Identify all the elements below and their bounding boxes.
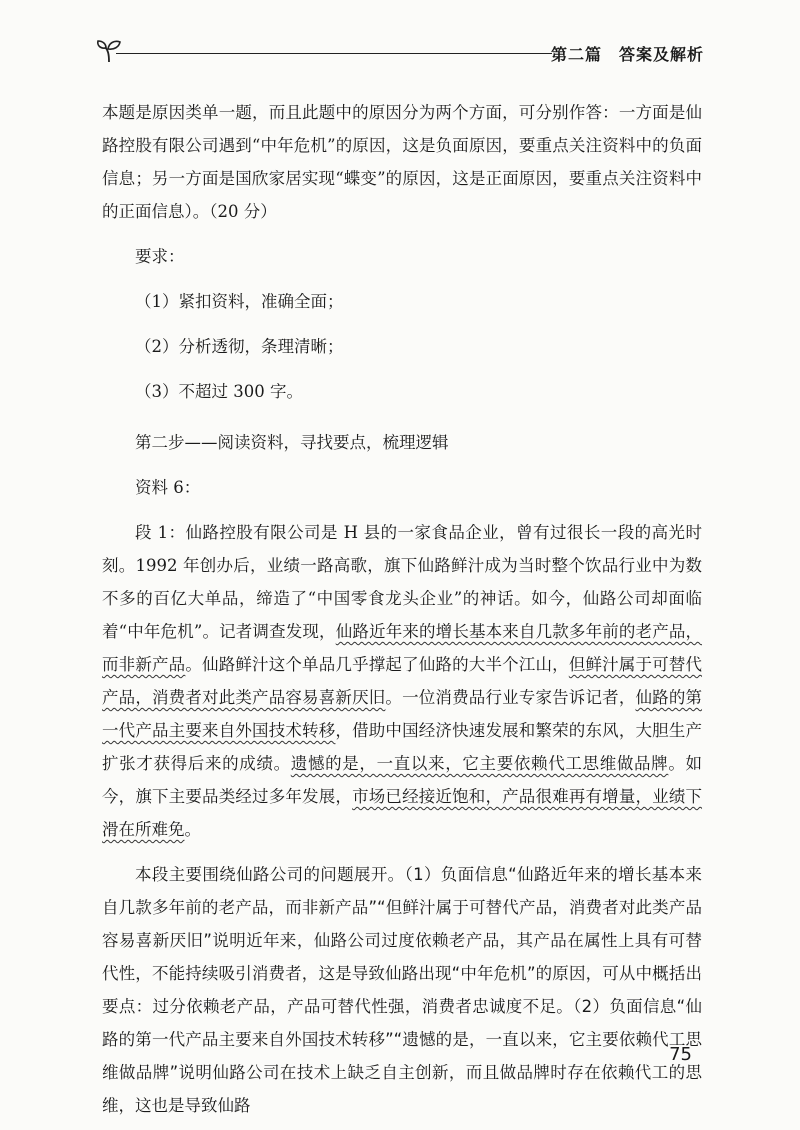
text-run: 段 1：仙路控股有限公司是 H 县的一家食品企业，曾有过很长一段的高光时刻。1992 年创办后，业绩一路高歌，旗下仙路鲜汁成为当时整个饮品行业中为数不多的百亿大单品，缔造了“中国零食龙头企业”的神话。如今，仙路公司却面临着“中年危机”。记者调查发现， bbox=[102, 523, 702, 641]
underlined-key-phrase: 市场已经接近饱和，产品很难再有增量，业绩下滑在所难免 bbox=[102, 787, 703, 839]
requirements-label: 要求： bbox=[135, 247, 185, 266]
text-run: ，借助中国经济快速发展和繁荣的东风，大胆生产扩张才获得后来的成绩。 bbox=[102, 721, 703, 773]
material-label: 资料 6： bbox=[135, 478, 201, 497]
page-header bbox=[96, 30, 704, 70]
page-content bbox=[102, 96, 702, 1122]
requirement-item: （2）分析透彻，条理清晰； bbox=[135, 337, 344, 356]
step-title: 第二步——阅读资料，寻找要点，梳理逻辑 bbox=[135, 433, 449, 452]
requirement-item: （3）不超过 300 字。 bbox=[135, 382, 303, 401]
analysis-paragraph: 本段主要围绕仙路公司的问题展开。（1）负面信息“仙路近年来的增长基本来自几款多年前的老产品，而非新产品”“但鲜汁属于可替代产品，消费者对此类产品容易喜新厌旧”说明近年来，仙路公司过度依赖老产品，其产品在属性上具有可替代性，不能持续吸引消费者，这是导致仙路出现“中年危机”的原因，可从中概括出要点：过分依赖老产品，产品可替代性强，消费者忠诚度不足。（2）负面信息“仙路的第一代产品主要来自外国技术转移”“遗憾的是，一直以来，它主要依赖代工思维做品牌”说明仙路公司在技术上缺乏自主创新，而且做品牌时存在依赖代工的思维，这也是导致仙路 bbox=[102, 865, 702, 1115]
requirement-item: （1）紧扣资料，准确全面； bbox=[135, 292, 344, 311]
underlined-key-phrase: 遗憾的是，一直以来，它主要依赖代工思维做品牌 bbox=[290, 754, 669, 773]
text-run: 。 bbox=[184, 820, 201, 839]
section-title: 第二篇 答案及解析 bbox=[550, 45, 704, 64]
text-run: 。一位消费品行业专家告诉记者， bbox=[385, 688, 636, 707]
material-paragraph bbox=[102, 516, 702, 846]
intro-paragraph: 本题是原因类单一题，而且此题中的原因分为两个方面，可分别作答：一方面是仙路控股有限公司遇到“中年危机”的原因，这是负面原因，要重点关注资料中的负面信息；另一方面是国欣家居实现“蝶变”的原因，这是正面原因，要重点关注资料中的正面信息）。（20 分） bbox=[102, 103, 702, 221]
text-run: 。如今，旗下主要品类经过多年发展， bbox=[102, 754, 703, 806]
sprout-icon bbox=[96, 38, 126, 64]
page-number: 75 bbox=[669, 1044, 692, 1065]
underlined-key-phrase: 但鲜汁属于可替代产品，消费者对此类产品容易喜新厌旧 bbox=[102, 655, 703, 707]
text-run: 。仙路鲜汁这个单品几乎撑起了仙路的大半个江山， bbox=[185, 655, 569, 674]
underlined-key-phrase: 仙路的第一代产品主要来自外国技术转移 bbox=[102, 688, 703, 740]
underlined-key-phrase: 仙路近年来的增长基本来自几款多年前的老产品，而非新产品 bbox=[102, 622, 702, 674]
header-rule bbox=[116, 53, 552, 54]
